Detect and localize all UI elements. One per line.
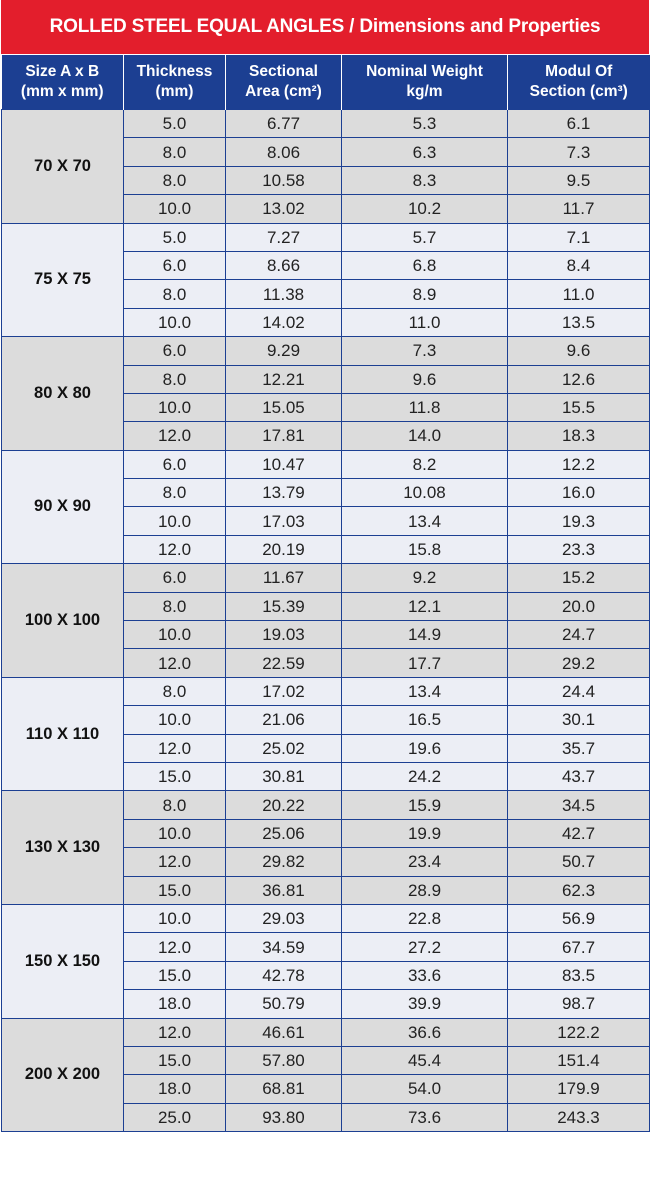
table-row — [2, 791, 650, 819]
nominal-weight-cell: 22.8 — [342, 904, 508, 932]
sectional-area-cell: 30.81 — [226, 762, 342, 790]
size-cell: 100 X 100 — [2, 564, 124, 678]
thickness-cell: 12.0 — [124, 734, 226, 762]
table-row — [2, 110, 650, 138]
sectional-area-cell: 13.79 — [226, 479, 342, 507]
sectional-area-cell: 20.22 — [226, 791, 342, 819]
sectional-area-cell: 46.61 — [226, 1018, 342, 1046]
nominal-weight-cell: 45.4 — [342, 1046, 508, 1074]
thickness-cell: 6.0 — [124, 337, 226, 365]
sectional-area-cell: 15.05 — [226, 393, 342, 421]
thickness-cell: 10.0 — [124, 308, 226, 336]
sectional-area-cell: 20.19 — [226, 535, 342, 563]
spec-table-container — [1, 0, 649, 1132]
nominal-weight-cell: 13.4 — [342, 677, 508, 705]
thickness-cell: 15.0 — [124, 1046, 226, 1074]
thickness-cell: 10.0 — [124, 904, 226, 932]
modulus-cell: 9.6 — [508, 337, 650, 365]
modulus-cell: 23.3 — [508, 535, 650, 563]
nominal-weight-cell: 7.3 — [342, 337, 508, 365]
nominal-weight-cell: 6.8 — [342, 251, 508, 279]
modulus-cell: 29.2 — [508, 649, 650, 677]
nominal-weight-cell: 5.3 — [342, 110, 508, 138]
nominal-weight-cell: 13.4 — [342, 507, 508, 535]
nominal-weight-cell: 11.0 — [342, 308, 508, 336]
thickness-cell: 5.0 — [124, 110, 226, 138]
modulus-cell: 12.6 — [508, 365, 650, 393]
modulus-cell: 13.5 — [508, 308, 650, 336]
sectional-area-cell: 10.47 — [226, 450, 342, 478]
thickness-cell: 6.0 — [124, 564, 226, 592]
thickness-cell: 12.0 — [124, 848, 226, 876]
modulus-cell: 16.0 — [508, 479, 650, 507]
thickness-cell: 18.0 — [124, 1075, 226, 1103]
modulus-cell: 83.5 — [508, 961, 650, 989]
nominal-weight-cell: 19.9 — [342, 819, 508, 847]
nominal-weight-cell: 5.7 — [342, 223, 508, 251]
nominal-weight-cell: 10.2 — [342, 195, 508, 223]
thickness-cell: 15.0 — [124, 876, 226, 904]
thickness-cell: 12.0 — [124, 535, 226, 563]
thickness-cell: 8.0 — [124, 280, 226, 308]
modulus-cell: 24.7 — [508, 621, 650, 649]
sectional-area-cell: 7.27 — [226, 223, 342, 251]
sectional-area-cell: 13.02 — [226, 195, 342, 223]
nominal-weight-cell: 15.9 — [342, 791, 508, 819]
nominal-weight-cell: 16.5 — [342, 706, 508, 734]
sectional-area-cell: 6.77 — [226, 110, 342, 138]
size-cell: 200 X 200 — [2, 1018, 124, 1132]
thickness-cell: 6.0 — [124, 450, 226, 478]
modulus-cell: 151.4 — [508, 1046, 650, 1074]
modulus-cell: 20.0 — [508, 592, 650, 620]
size-cell: 75 X 75 — [2, 223, 124, 337]
thickness-cell: 10.0 — [124, 621, 226, 649]
sectional-area-cell: 50.79 — [226, 990, 342, 1018]
modulus-cell: 7.1 — [508, 223, 650, 251]
sectional-area-cell: 17.02 — [226, 677, 342, 705]
table-row — [2, 677, 650, 705]
nominal-weight-cell: 19.6 — [342, 734, 508, 762]
sectional-area-cell: 11.38 — [226, 280, 342, 308]
size-cell: 130 X 130 — [2, 791, 124, 905]
table-body — [2, 110, 650, 1132]
modulus-cell: 30.1 — [508, 706, 650, 734]
thickness-cell: 8.0 — [124, 138, 226, 166]
table-row — [2, 450, 650, 478]
thickness-cell: 12.0 — [124, 649, 226, 677]
thickness-cell: 10.0 — [124, 195, 226, 223]
nominal-weight-cell: 33.6 — [342, 961, 508, 989]
table-row — [2, 223, 650, 251]
modulus-cell: 179.9 — [508, 1075, 650, 1103]
nominal-weight-cell: 39.9 — [342, 990, 508, 1018]
sectional-area-cell: 36.81 — [226, 876, 342, 904]
nominal-weight-cell: 6.3 — [342, 138, 508, 166]
sectional-area-cell: 11.67 — [226, 564, 342, 592]
nominal-weight-cell: 8.3 — [342, 166, 508, 194]
table-title: ROLLED STEEL EQUAL ANGLES / Dimensions and Properties — [1, 0, 649, 54]
thickness-cell: 8.0 — [124, 791, 226, 819]
nominal-weight-cell: 24.2 — [342, 762, 508, 790]
modulus-cell: 19.3 — [508, 507, 650, 535]
nominal-weight-cell: 8.9 — [342, 280, 508, 308]
header-sectional-area: Sectional Area (cm²) — [226, 55, 342, 110]
nominal-weight-cell: 14.9 — [342, 621, 508, 649]
modulus-cell: 12.2 — [508, 450, 650, 478]
thickness-cell: 8.0 — [124, 592, 226, 620]
nominal-weight-cell: 10.08 — [342, 479, 508, 507]
sectional-area-cell: 29.82 — [226, 848, 342, 876]
thickness-cell: 10.0 — [124, 819, 226, 847]
modulus-cell: 122.2 — [508, 1018, 650, 1046]
sectional-area-cell: 68.81 — [226, 1075, 342, 1103]
nominal-weight-cell: 12.1 — [342, 592, 508, 620]
thickness-cell: 8.0 — [124, 166, 226, 194]
table-row — [2, 564, 650, 592]
modulus-cell: 18.3 — [508, 422, 650, 450]
modulus-cell: 6.1 — [508, 110, 650, 138]
thickness-cell: 15.0 — [124, 961, 226, 989]
nominal-weight-cell: 23.4 — [342, 848, 508, 876]
sectional-area-cell: 14.02 — [226, 308, 342, 336]
thickness-cell: 12.0 — [124, 1018, 226, 1046]
modulus-cell: 67.7 — [508, 933, 650, 961]
nominal-weight-cell: 11.8 — [342, 393, 508, 421]
thickness-cell: 10.0 — [124, 507, 226, 535]
thickness-cell: 25.0 — [124, 1103, 226, 1131]
sectional-area-cell: 34.59 — [226, 933, 342, 961]
modulus-cell: 11.0 — [508, 280, 650, 308]
sectional-area-cell: 9.29 — [226, 337, 342, 365]
nominal-weight-cell: 8.2 — [342, 450, 508, 478]
modulus-cell: 34.5 — [508, 791, 650, 819]
nominal-weight-cell: 17.7 — [342, 649, 508, 677]
size-cell: 80 X 80 — [2, 337, 124, 451]
modulus-cell: 8.4 — [508, 251, 650, 279]
modulus-cell: 98.7 — [508, 990, 650, 1018]
steel-angles-table — [1, 54, 650, 1132]
sectional-area-cell: 57.80 — [226, 1046, 342, 1074]
nominal-weight-cell: 15.8 — [342, 535, 508, 563]
modulus-cell: 35.7 — [508, 734, 650, 762]
modulus-cell: 50.7 — [508, 848, 650, 876]
table-row — [2, 1018, 650, 1046]
sectional-area-cell: 8.66 — [226, 251, 342, 279]
thickness-cell: 6.0 — [124, 251, 226, 279]
thickness-cell: 10.0 — [124, 706, 226, 734]
sectional-area-cell: 8.06 — [226, 138, 342, 166]
modulus-cell: 243.3 — [508, 1103, 650, 1131]
modulus-cell: 42.7 — [508, 819, 650, 847]
modulus-cell: 15.2 — [508, 564, 650, 592]
sectional-area-cell: 22.59 — [226, 649, 342, 677]
modulus-cell: 9.5 — [508, 166, 650, 194]
thickness-cell: 8.0 — [124, 479, 226, 507]
sectional-area-cell: 17.03 — [226, 507, 342, 535]
sectional-area-cell: 42.78 — [226, 961, 342, 989]
modulus-cell: 43.7 — [508, 762, 650, 790]
header-thickness: Thickness (mm) — [124, 55, 226, 110]
sectional-area-cell: 17.81 — [226, 422, 342, 450]
modulus-cell: 11.7 — [508, 195, 650, 223]
size-cell: 70 X 70 — [2, 110, 124, 224]
modulus-cell: 7.3 — [508, 138, 650, 166]
thickness-cell: 15.0 — [124, 762, 226, 790]
sectional-area-cell: 12.21 — [226, 365, 342, 393]
modulus-cell: 62.3 — [508, 876, 650, 904]
thickness-cell: 12.0 — [124, 422, 226, 450]
sectional-area-cell: 21.06 — [226, 706, 342, 734]
nominal-weight-cell: 28.9 — [342, 876, 508, 904]
size-cell: 90 X 90 — [2, 450, 124, 564]
sectional-area-cell: 10.58 — [226, 166, 342, 194]
sectional-area-cell: 29.03 — [226, 904, 342, 932]
thickness-cell: 5.0 — [124, 223, 226, 251]
modulus-cell: 56.9 — [508, 904, 650, 932]
thickness-cell: 8.0 — [124, 677, 226, 705]
nominal-weight-cell: 14.0 — [342, 422, 508, 450]
sectional-area-cell: 25.02 — [226, 734, 342, 762]
sectional-area-cell: 15.39 — [226, 592, 342, 620]
thickness-cell: 10.0 — [124, 393, 226, 421]
header-size: Size A x B (mm x mm) — [2, 55, 124, 110]
header-nominal-weight: Nominal Weight kg/m — [342, 55, 508, 110]
modulus-cell: 24.4 — [508, 677, 650, 705]
modulus-cell: 15.5 — [508, 393, 650, 421]
nominal-weight-cell: 36.6 — [342, 1018, 508, 1046]
nominal-weight-cell: 27.2 — [342, 933, 508, 961]
table-row — [2, 904, 650, 932]
table-row — [2, 337, 650, 365]
nominal-weight-cell: 73.6 — [342, 1103, 508, 1131]
thickness-cell: 18.0 — [124, 990, 226, 1018]
size-cell: 110 X 110 — [2, 677, 124, 791]
size-cell: 150 X 150 — [2, 904, 124, 1018]
sectional-area-cell: 93.80 — [226, 1103, 342, 1131]
sectional-area-cell: 25.06 — [226, 819, 342, 847]
nominal-weight-cell: 54.0 — [342, 1075, 508, 1103]
sectional-area-cell: 19.03 — [226, 621, 342, 649]
header-row — [2, 55, 650, 110]
thickness-cell: 8.0 — [124, 365, 226, 393]
thickness-cell: 12.0 — [124, 933, 226, 961]
nominal-weight-cell: 9.6 — [342, 365, 508, 393]
header-modulus: Modul Of Section (cm³) — [508, 55, 650, 110]
nominal-weight-cell: 9.2 — [342, 564, 508, 592]
